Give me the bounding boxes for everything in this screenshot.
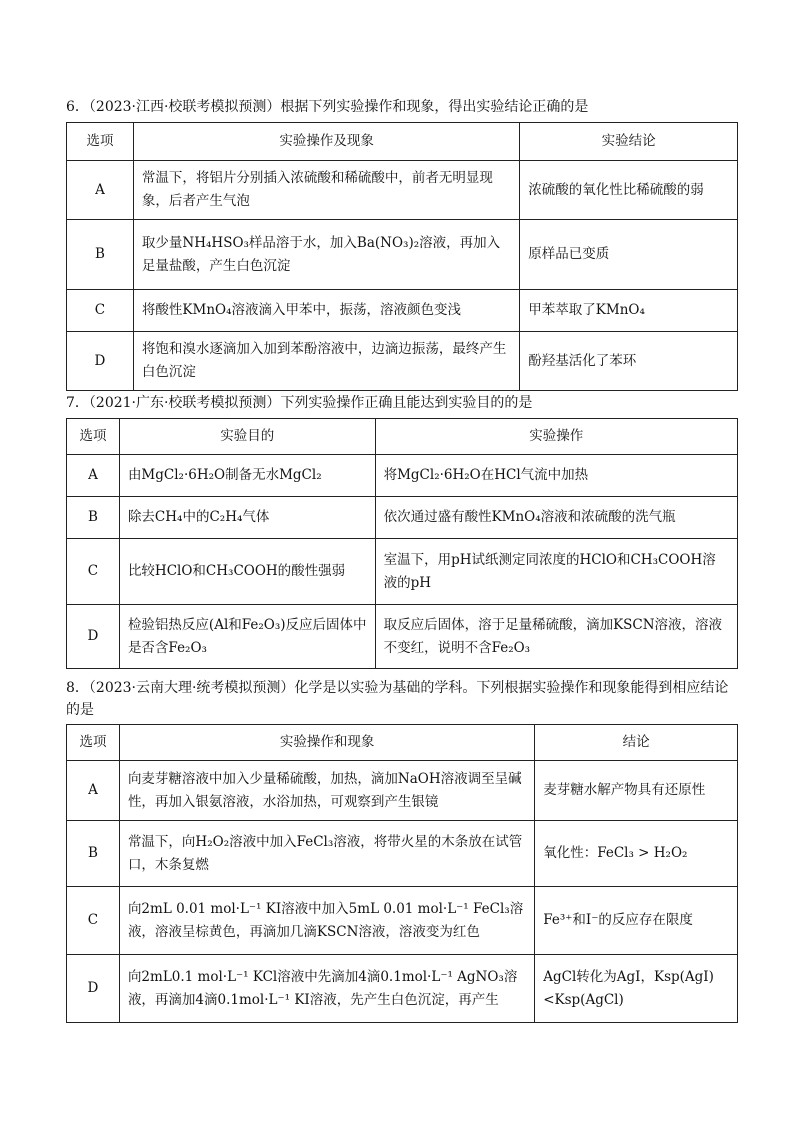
table-header-row [67,419,738,455]
conclusion-cell: 甲苯萃取了KMnO₄ [520,290,738,332]
conclusion-cell: 原样品已变质 [520,220,738,290]
header-cell: 实验操作和现象 [119,725,534,761]
goal-cell: 除去CH₄中的C₂H₄气体 [119,497,375,539]
operation-cell: 常温下，将铝片分别插入浓硫酸和稀硫酸中，前者无明显现象，后者产生气泡 [133,161,519,220]
table-row [67,497,738,539]
question-8-title: 8．（2023·云南大理·统考模拟预测）化学是以实验为基础的学科。下列根据实验操作和现象能得到相应结论的是 [66,680,729,718]
goal-cell: 检验铝热反应(Al和Fe₂O₃)反应后固体中是否含Fe₂O₃ [119,605,375,669]
option-cell: C [67,887,120,955]
table-row [67,605,738,669]
table-row [67,887,738,955]
option-cell: D [67,605,120,669]
header-cell: 选项 [67,419,120,455]
option-cell: B [67,821,120,887]
header-cell: 实验操作 [375,419,737,455]
option-cell: D [67,955,120,1023]
table-row [67,761,738,821]
header-cell: 实验结论 [520,123,738,161]
conclusion-cell: Fe³⁺和I⁻的反应存在限度 [535,887,738,955]
operation-cell: 室温下，用pH试纸测定同浓度的HClO和CH₃COOH溶液的pH [375,539,737,605]
header-cell: 选项 [67,725,120,761]
table-row [67,955,738,1023]
conclusion-cell: 浓硫酸的氧化性比稀硫酸的弱 [520,161,738,220]
table-row [67,332,738,391]
conclusion-cell: AgCl转化为AgI，Ksp(AgI)<Ksp(AgCl) [535,955,738,1023]
table-header-row [67,123,738,161]
option-cell: B [67,220,134,290]
option-cell: C [67,539,120,605]
table-row [67,161,738,220]
question-6-table [66,122,738,391]
option-cell: A [67,161,134,220]
option-cell: B [67,497,120,539]
conclusion-cell: 麦芽糖水解产物具有还原性 [535,761,738,821]
operation-cell: 将饱和溴水逐滴加入加到苯酚溶液中，边滴边振荡，最终产生白色沉淀 [133,332,519,391]
question-7-title: 7．（2021·广东·校联考模拟预测）下列实验操作正确且能达到实验目的的是 [66,395,533,411]
header-cell: 结论 [535,725,738,761]
conclusion-cell: 氧化性：FeCl₃ > H₂O₂ [535,821,738,887]
table-row [67,455,738,497]
goal-cell: 由MgCl₂·6H₂O制备无水MgCl₂ [119,455,375,497]
option-cell: A [67,455,120,497]
operation-cell: 将MgCl₂·6H₂O在HCl气流中加热 [375,455,737,497]
operation-cell: 取反应后固体，溶于足量稀硫酸，滴加KSCN溶液，溶液不变红，说明不含Fe₂O₃ [375,605,737,669]
header-cell: 实验目的 [119,419,375,455]
question-8-table [66,724,738,1023]
option-cell: D [67,332,134,391]
question-7-table [66,418,738,669]
operation-cell: 依次通过盛有酸性KMnO₄溶液和浓硫酸的洗气瓶 [375,497,737,539]
operation-cell: 将酸性KMnO₄溶液滴入甲苯中，振荡，溶液颜色变浅 [133,290,519,332]
operation-cell: 向2mL0.1 mol·L⁻¹ KCl溶液中先滴加4滴0.1mol·L⁻¹ AgNO₃溶液，再滴加4滴0.1mol·L⁻¹ KI溶液，先产生白色沉淀，再产生 [119,955,534,1023]
table-row [67,821,738,887]
question-6-title: 6．（2023·江西·校联考模拟预测）根据下列实验操作和现象，得出实验结论正确的是 [66,99,589,115]
option-cell: A [67,761,120,821]
header-cell: 实验操作及现象 [133,123,519,161]
operation-cell: 取少量NH₄HSO₃样品溶于水，加入Ba(NO₃)₂溶液，再加入足量盐酸，产生白色沉淀 [133,220,519,290]
table-row [67,220,738,290]
option-cell: C [67,290,134,332]
conclusion-cell: 酚羟基活化了苯环 [520,332,738,391]
table-row [67,290,738,332]
operation-cell: 向2mL 0.01 mol·L⁻¹ KI溶液中加入5mL 0.01 mol·L⁻¹ FeCl₃溶液，溶液呈棕黄色，再滴加几滴KSCN溶液，溶液变为红色 [119,887,534,955]
table-row [67,539,738,605]
header-cell: 选项 [67,123,134,161]
operation-cell: 常温下，向H₂O₂溶液中加入FeCl₃溶液，将带火星的木条放在试管口，木条复燃 [119,821,534,887]
operation-cell: 向麦芽糖溶液中加入少量稀硫酸，加热，滴加NaOH溶液调至呈碱性，再加入银氨溶液，水浴加热，可观察到产生银镜 [119,761,534,821]
table-header-row [67,725,738,761]
goal-cell: 比较HClO和CH₃COOH的酸性强弱 [119,539,375,605]
